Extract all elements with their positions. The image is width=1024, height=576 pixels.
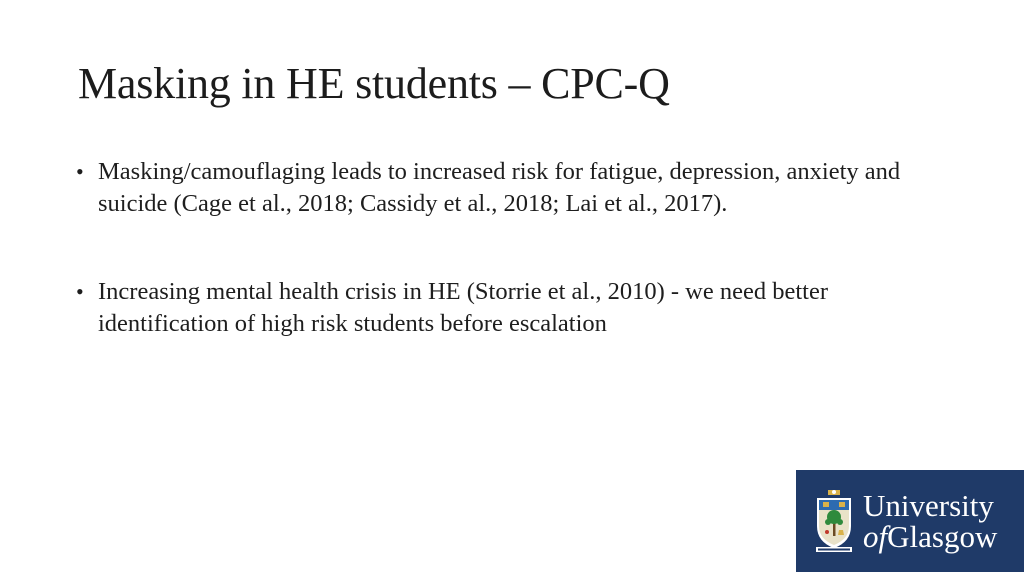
bullet-item bbox=[70, 156, 910, 220]
bullet-marker: • bbox=[76, 159, 84, 184]
bullet-marker: • bbox=[76, 279, 84, 304]
university-logo bbox=[796, 470, 1024, 572]
logo-word-of: of bbox=[863, 519, 888, 554]
slide-title: Masking in HE students – CPC-Q bbox=[78, 59, 670, 108]
bullet-item bbox=[70, 276, 910, 340]
bullet-text: Masking/camouflaging leads to increased risk for fatigue, depression, anxiety and suicide (Cage et al., 2018; Cassidy et al., 2018; Lai et al., 2017). bbox=[98, 158, 901, 217]
logo-word-glasgow: Glasgow bbox=[887, 519, 998, 554]
university-crest-icon bbox=[814, 488, 854, 554]
logo-line-university: University bbox=[863, 488, 994, 523]
logo-wordmark bbox=[863, 490, 997, 552]
bullet-text: Increasing mental health crisis in HE (Storrie et al., 2010) - we need better identification of high risk students before escalation bbox=[98, 278, 828, 337]
logo-line-glasgow bbox=[863, 521, 997, 552]
bullet-list bbox=[70, 156, 910, 340]
